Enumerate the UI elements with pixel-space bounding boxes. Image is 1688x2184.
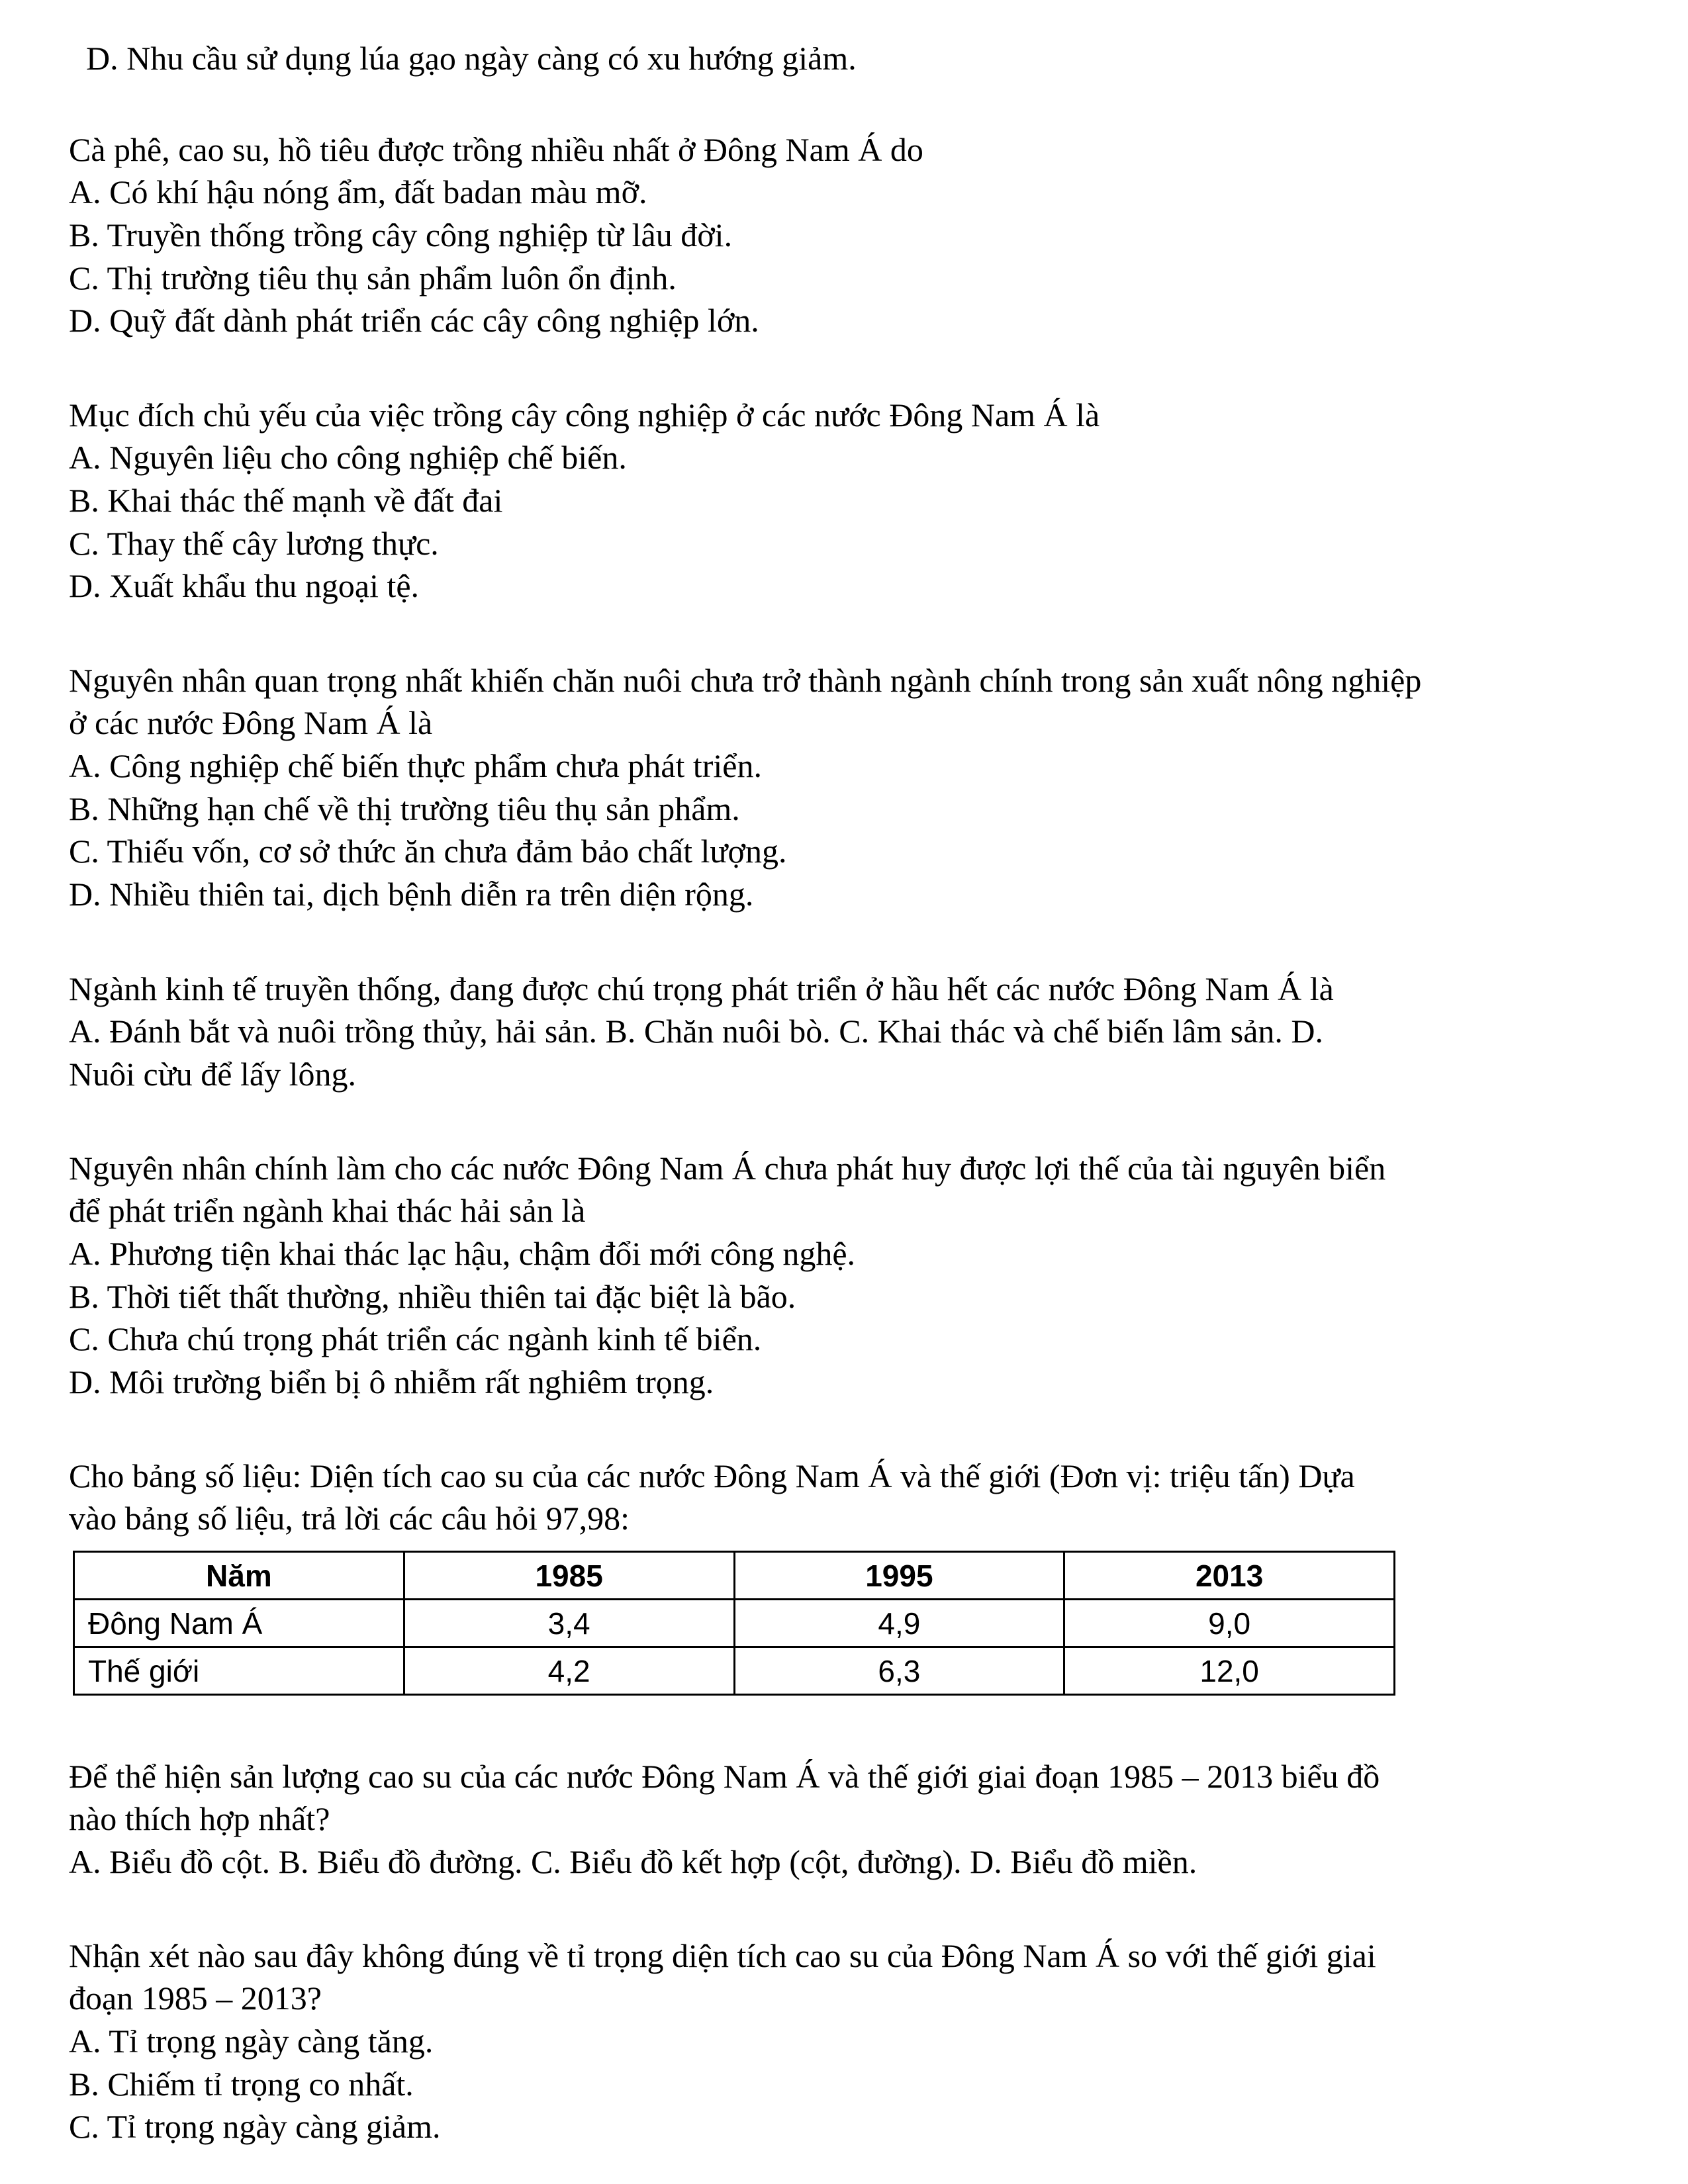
question-stem: Cà phê, cao su, hồ tiêu được trồng nhiều nhất ở Đông Nam Á do (69, 131, 923, 168)
option-text: A. Biểu đồ cột. B. Biểu đồ đường. C. Biểu đồ kết hợp (cột, đường). D. Biểu đồ miền. (69, 1843, 1197, 1880)
data-table (73, 1551, 1395, 1696)
option-text: D. Môi trường biển bị ô nhiễm rất nghiêm trọng. (69, 1363, 714, 1400)
option-text: A. Đánh bắt và nuôi trồng thủy, hải sản. B. Chăn nuôi bò. C. Khai thác và chế biến lâm sản. D. (69, 1013, 1323, 1050)
question-stem: nào thích hợp nhất? (69, 1800, 330, 1837)
table-header-cell: 1995 (734, 1552, 1064, 1600)
option-text: D. Xuất khẩu thu ngoại tệ. (69, 567, 420, 604)
question-stem: Để thể hiện sản lượng cao su của các nước Đông Nam Á và thế giới giai đoạn 1985 – 2013 biểu đồ (69, 1758, 1380, 1795)
table-row (74, 1647, 1395, 1695)
option-text: B. Khai thác thế mạnh về đất đai (69, 482, 503, 519)
option-text: C. Thị trường tiêu thụ sản phẩm luôn ổn định. (69, 259, 677, 296)
question-stem: Ngành kinh tế truyền thống, đang được chú trọng phát triển ở hầu hết các nước Đông Nam Á là (69, 970, 1334, 1007)
option-text: A. Phương tiện khai thác lạc hậu, chậm đổi mới công nghệ. (69, 1235, 856, 1272)
table-header-row (74, 1552, 1395, 1600)
table-header-cell: Năm (74, 1552, 404, 1600)
table-cell: 12,0 (1064, 1647, 1395, 1695)
option-text: A. Công nghiệp chế biến thực phẩm chưa phát triển. (69, 747, 762, 784)
table-cell: 6,3 (734, 1647, 1064, 1695)
option-text: C. Tỉ trọng ngày càng giảm. (69, 2108, 441, 2145)
option-text: A. Tỉ trọng ngày càng tăng. (69, 2023, 434, 2060)
table-row-label: Đông Nam Á (74, 1600, 404, 1647)
option-text: B. Những hạn chế về thị trường tiêu thụ sản phẩm. (69, 790, 740, 827)
table-cell: 4,2 (404, 1647, 734, 1695)
question-stem: Nhận xét nào sau đây không đúng về tỉ trọng diện tích cao su của Đông Nam Á so với thế giới giai (69, 1937, 1376, 1974)
table-cell: 4,9 (734, 1600, 1064, 1647)
table-row (74, 1600, 1395, 1647)
option-text: D. Nhiều thiên tai, dịch bệnh diễn ra trên diện rộng. (69, 876, 754, 913)
table-intro: vào bảng số liệu, trả lời các câu hỏi 97,98: (69, 1500, 630, 1537)
option-text: D. Quỹ đất dành phát triển các cây công nghiệp lớn. (69, 302, 759, 339)
question-stem: Mục đích chủ yếu của việc trồng cây công nghiệp ở các nước Đông Nam Á là (69, 396, 1100, 433)
option-text: A. Có khí hậu nóng ẩm, đất badan màu mỡ. (69, 173, 647, 210)
table-intro: Cho bảng số liệu: Diện tích cao su của các nước Đông Nam Á và thế giới (Đơn vị: triệu tấn) Dựa (69, 1457, 1355, 1494)
question-stem: để phát triển ngành khai thác hải sản là (69, 1192, 586, 1229)
table-cell: 9,0 (1064, 1600, 1395, 1647)
option-text: B. Truyền thống trồng cây công nghiệp từ lâu đời. (69, 216, 733, 253)
question-stem: ở các nước Đông Nam Á là (69, 704, 433, 741)
option-text: C. Thay thế cây lương thực. (69, 525, 439, 562)
table-row-label: Thế giới (74, 1647, 404, 1695)
option-text: A. Nguyên liệu cho công nghiệp chế biến. (69, 439, 627, 476)
table-header-cell: 1985 (404, 1552, 734, 1600)
option-text: Nuôi cừu để lấy lông. (69, 1056, 356, 1093)
table-cell: 3,4 (404, 1600, 734, 1647)
question-stem: Nguyên nhân quan trọng nhất khiến chăn nuôi chưa trở thành ngành chính trong sản xuất nông nghiệp (69, 662, 1422, 699)
option-text: B. Chiếm tỉ trọng co nhất. (69, 2066, 414, 2103)
question-stem: đoạn 1985 – 2013? (69, 1979, 322, 2017)
option-text: B. Thời tiết thất thường, nhiều thiên tai đặc biệt là bão. (69, 1278, 796, 1315)
option-text: D. Nhu cầu sử dụng lúa gạo ngày càng có xu hướng giảm. (86, 40, 857, 77)
question-stem: Nguyên nhân chính làm cho các nước Đông Nam Á chưa phát huy được lợi thế của tài nguyên biển (69, 1150, 1386, 1187)
table-header-cell: 2013 (1064, 1552, 1395, 1600)
option-text: C. Chưa chú trọng phát triển các ngành kinh tế biển. (69, 1320, 762, 1357)
option-text: C. Thiếu vốn, cơ sở thức ăn chưa đảm bảo chất lượng. (69, 833, 787, 870)
